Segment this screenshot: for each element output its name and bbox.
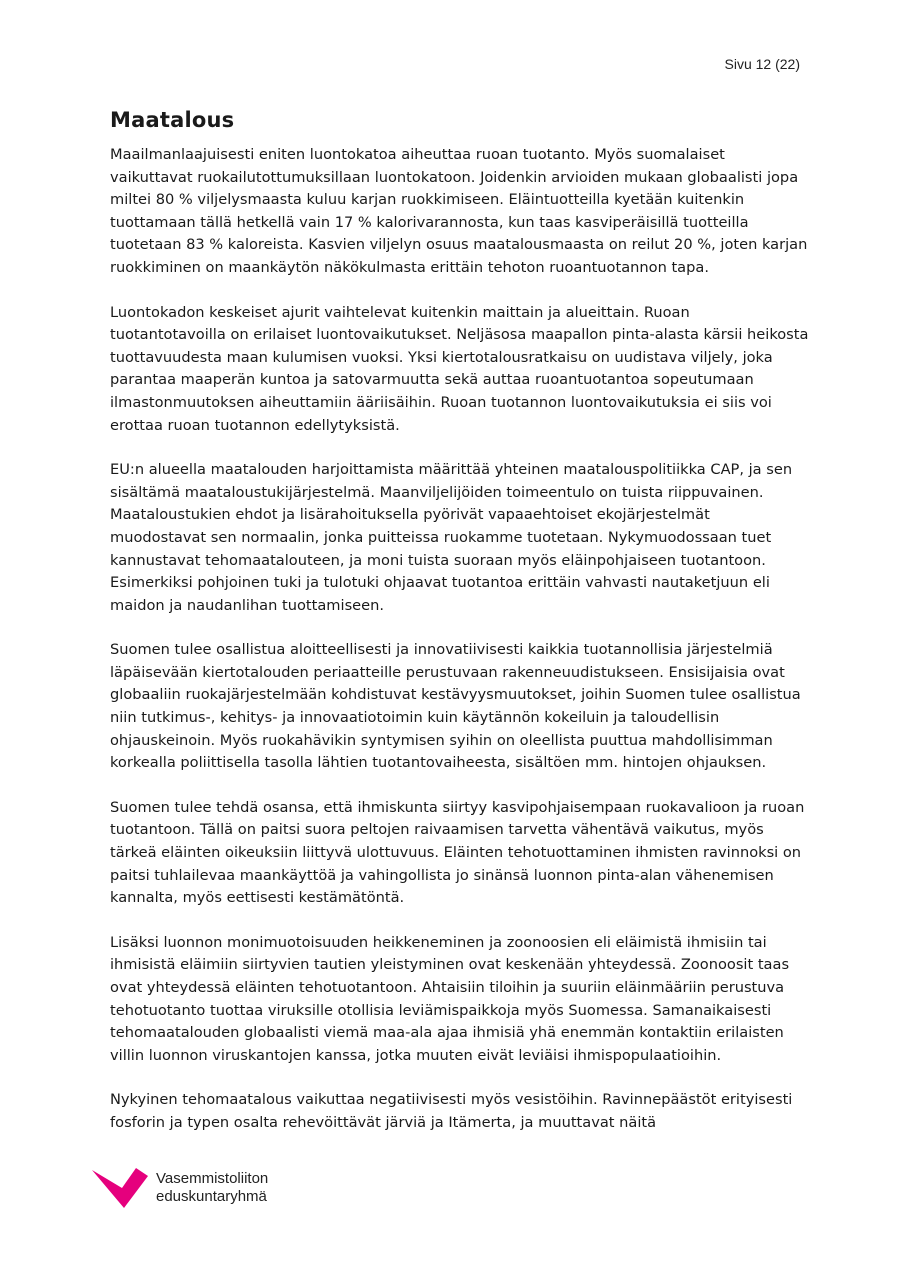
document-body (110, 108, 810, 1157)
page-number: Sivu 12 (22) (724, 56, 800, 72)
paragraph-5: Suomen tulee tehdä osansa, että ihmiskunta siirtyy kasvipohjaisempaan ruokavalioon ja ruoan tuotantoon. Tällä on paitsi suora peltojen raivaamisen tarvetta vähentävä vaikutus, myös tärkeä eläinten oikeuksiin liittyvä ulottuvuus. Eläinten tehotuottaminen ihmisten ravinnoksi on paitsi tuhlailevaa maankäyttöä ja vahingollista jo sinänsä luonnon pinta-alan vähenemisen kannalta, myös eettisesti kestämätöntä. (110, 798, 805, 907)
paragraph-2: Luontokadon keskeiset ajurit vaihtelevat kuitenkin maittain ja alueittain. Ruoan tuotantotavoilla on erilaiset luontovaikutukset. Neljäsosa maapallon pinta-alasta kärsii heikosta tuottavuudesta maan kulumisen vuoksi. Yksi kiertotalousratkaisu on uudistava viljely, joka parantaa maaperän kuntoa ja satovarmuutta sekä auttaa ruoantuotantoa sopeutumaan ilmastonmuutoksen aiheuttamiin ääriisäihin. Ruoan tuotannon luontovaikutuksia ei siis voi erottaa ruoan tuotannon edellytyksistä. (110, 303, 809, 434)
paragraph-4: Suomen tulee osallistua aloitteellisesti ja innovatiivisesti kaikkia tuotannollisia järjestelmiä läpäisevään kiertotalouden periaatteille perustuvaan rakenneuudistukseen. Ensisijaisia ovat globaaliin ruokajärjestelmään kohdistuvat kestävyysmuutokset, joihin Suomen tulee osallistua niin tutkimus-, kehitys- ja innovaatiotoimin kuin käytännön kokeiluin ja taloudellisin ohjauskeinoin. Myös ruokahävikin syntymisen syihin on oleellista puuttua mahdollisimman korkealla poliittisella tasolla lähtien tuotantovaiheesta, sisältöen mm. hintojen ohjauksen. (110, 641, 801, 772)
party-logo-icon (92, 1168, 148, 1210)
section-title: Maatalous (110, 108, 235, 132)
paragraph-6: Lisäksi luonnon monimuotoisuuden heikkeneminen ja zoonoosien eli eläimistä ihmisiin tai ihmisistä eläimiin siirtyvien tautien yleistyminen ovat keskenään yhteydessä. Zoonoosit taas ovat yhteydessä eläinten tehotuotantoon. Ahtaisiin tiloihin ja suuriin eläinmääriin perustuva tehotuotanto tuottaa viruksille otollisia leviämispaikkoja myös Suomessa. Samanaikaisesti tehomaatalouden globaalisti viemä maa-ala ajaa ihmisiä yhä enemmän kontaktiin erilaisten villin luonnon viruskantojen kanssa, jotka muuten eivät leviäisi ihmispopulaatioihin. (110, 933, 790, 1064)
paragraph-7: Nykyinen tehomaatalous vaikuttaa negatiivisesti myös vesistöihin. Ravinnepäästöt erityisesti fosforin ja typen osalta rehevöittävät järviä ja Itämerta, ja muuttavat näitä (110, 1091, 793, 1131)
footer (92, 1168, 268, 1210)
footer-org-line2: eduskuntaryhmä (156, 1188, 267, 1205)
paragraph-3: EU:n alueella maatalouden harjoittamista määrittää yhteinen maatalouspolitiikka CAP, ja sen sisältämä maataloustukijärjestelmä. Maanviljelijöiden toimeentulo on tuista riippuvainen. Maataloustukien ehdot ja lisärahoituksella pyörivät vapaaehtoiset ekojärjestelmät muodostavat sen normaalin, jonka puitteissa ruokamme tuotetaan. Nykymuodossaan tuet kannustavat tehomaatalouteen, ja moni tuista suoraan myös eläinpohjaiseen tuotantoon. Esimerkiksi pohjoinen tuki ja tulotuki ohjaavat tuotantoa erittäin vahvasti nautaketjuun eli maidon ja naudanlihan tuottamiseen. (110, 461, 793, 614)
paragraph-1: Maailmanlaajuisesti eniten luontokatoa aiheuttaa ruoan tuotanto. Myös suomalaiset vaikuttavat ruokailutottumuksillaan luontokatoon. Joidenkin arvioiden mukaan globaalisti jopa miltei 80 % viljelysmaasta kuluu karjan ruokkimiseen. Eläintuotteilla kyetään kuitenkin tuottamaan tällä hetkellä vain 17 % kalorivarannosta, kun taas kasviperäisillä tuotteilla tuotetaan 83 % kaloreista. Kasvien viljelyn osuus maatalousmaasta on reilut 20 %, joten karjan ruokkiminen on maankäytön näkökulmasta erittäin tehoton ruoantuotannon tapa. (110, 146, 808, 276)
footer-org-name (156, 1168, 268, 1206)
footer-org-line1: Vasemmistoliiton (156, 1170, 269, 1187)
